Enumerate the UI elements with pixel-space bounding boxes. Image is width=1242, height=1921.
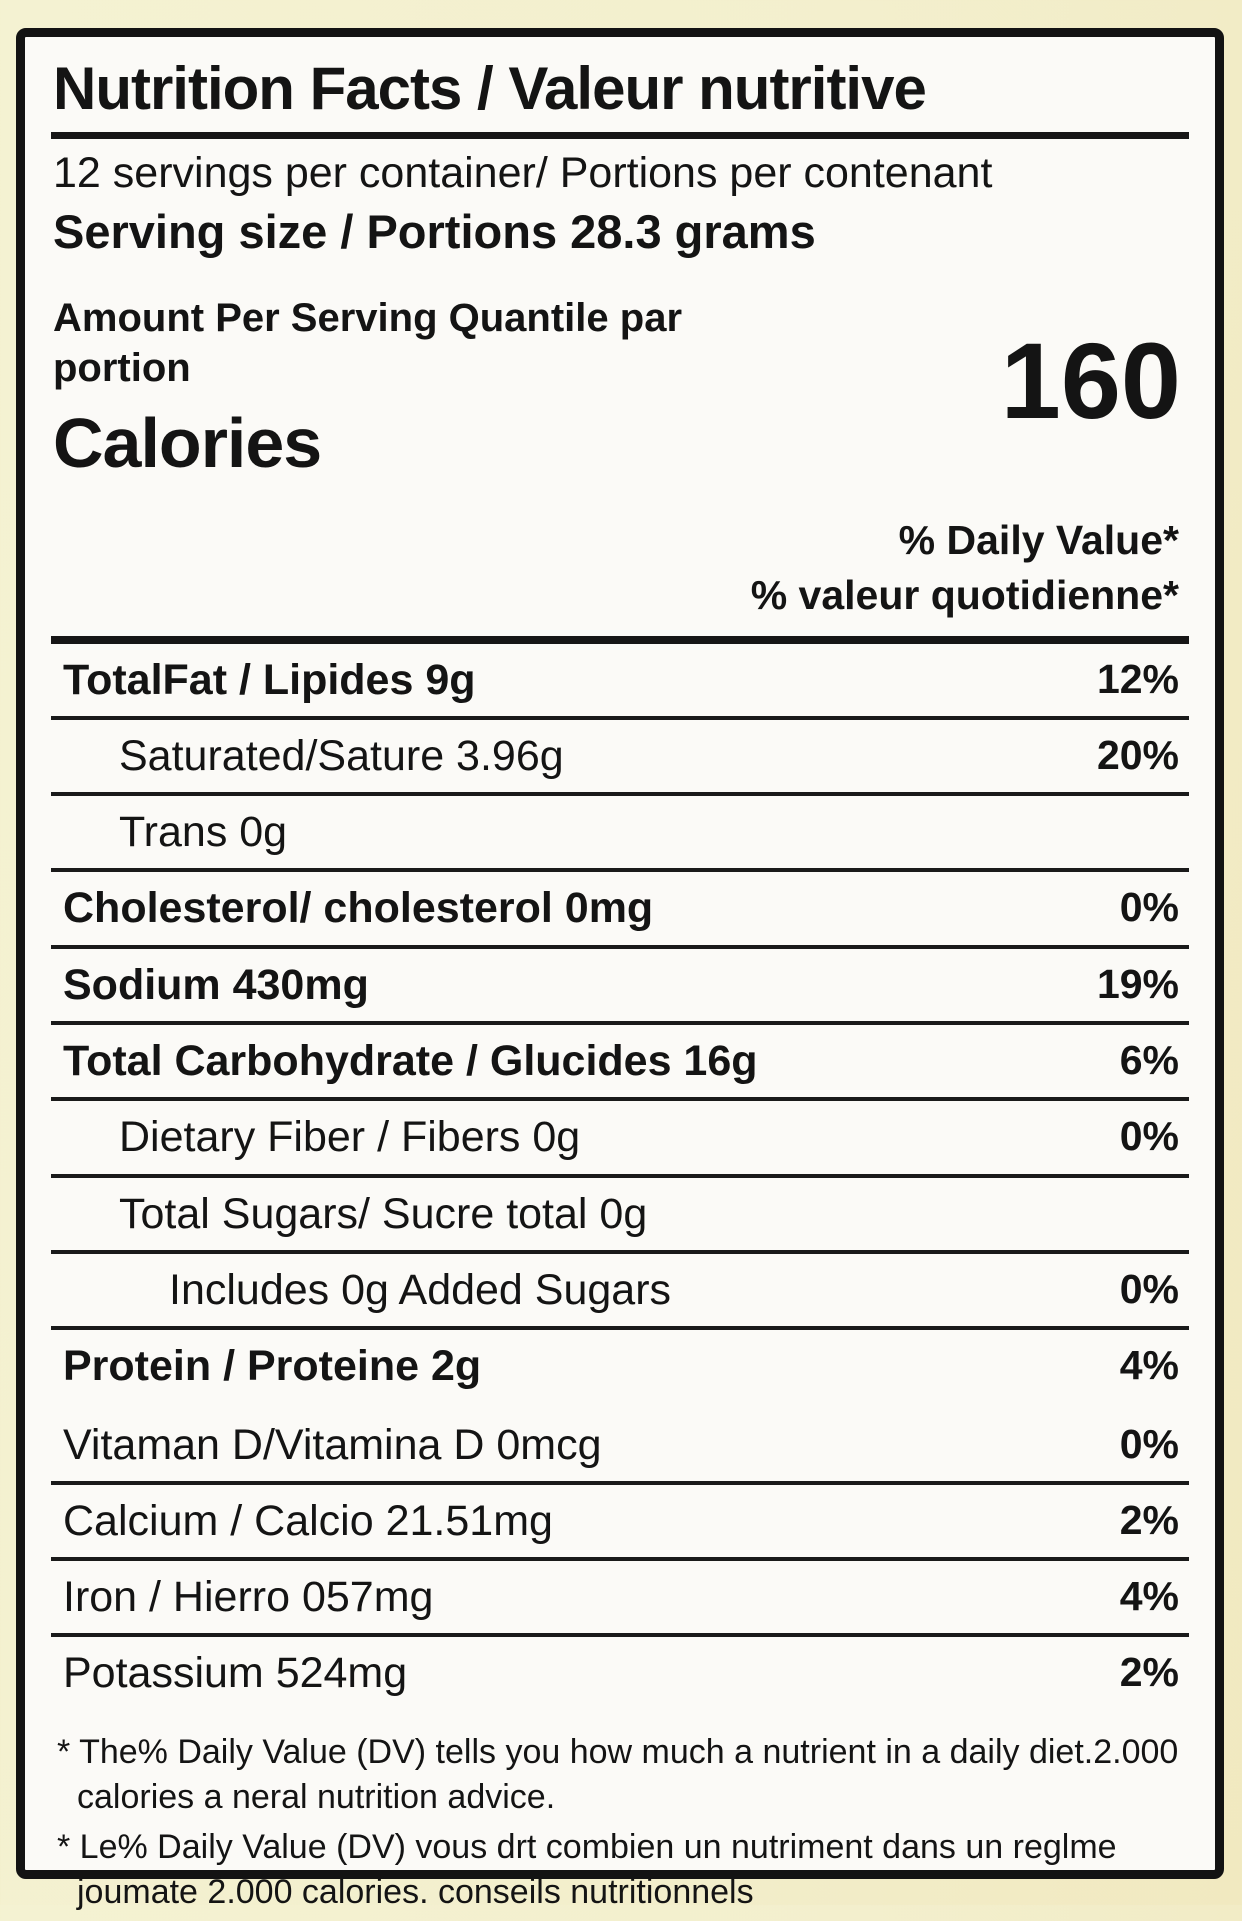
amount-per-serving: Amount Per Serving Quantile par portion — [53, 293, 793, 393]
daily-value-percent: 0% — [1120, 1267, 1189, 1312]
nutrient-row-added-sugars — [51, 1254, 1189, 1330]
daily-value-header-fr: % valeur quotidienne* — [51, 568, 1179, 623]
nutrient-row-sodium — [51, 949, 1189, 1025]
nutrient-row-trans-fat — [51, 796, 1189, 872]
nutrient-row-iron — [51, 1561, 1189, 1637]
footnote-en: * The% Daily Value (DV) tells you how much a nutrient in a daily diet.2.000 calories a neral nutrition advice. — [77, 1730, 1183, 1820]
daily-value-percent: 12% — [1097, 657, 1189, 702]
micronutrient-rows — [51, 1409, 1189, 1710]
footnote-fr: * Le% Daily Value (DV) vous drt combien un nutriment dans un reglme joumate 2.000 calories. conseils nutritionnels — [77, 1825, 1183, 1915]
nutrient-label: TotalFat / Lipides 9g — [51, 657, 476, 704]
daily-value-percent: 0% — [1120, 1422, 1189, 1467]
daily-value-percent: 6% — [1120, 1038, 1189, 1083]
nutrient-label: Iron / Hierro 057mg — [51, 1574, 433, 1621]
nutrient-row-carbohydrate — [51, 1025, 1189, 1101]
footnote — [51, 1716, 1189, 1921]
nutrient-row-dietary-fiber — [51, 1101, 1189, 1177]
nutrient-label: Protein / Proteine 2g — [51, 1343, 481, 1390]
daily-value-header-en: % Daily Value* — [51, 513, 1179, 568]
calories-block — [51, 285, 1189, 489]
nutrient-label: Vitaman D/Vitamina D 0mcg — [51, 1422, 602, 1469]
nutrient-label: Cholesterol/ cholesterol 0mg — [51, 885, 653, 932]
calories-label: Calories — [53, 403, 793, 483]
daily-value-percent: 4% — [1120, 1343, 1189, 1388]
serving-size: Serving size / Portions 28.3 grams — [51, 200, 1189, 271]
daily-value-percent: 2% — [1120, 1498, 1189, 1543]
nutrient-row-vitamin-d — [51, 1409, 1189, 1485]
nutrient-label: Includes 0g Added Sugars — [51, 1267, 671, 1314]
nutrient-row-saturated-fat — [51, 720, 1189, 796]
servings-per-container: 12 servings per container/ Portions per contenant — [51, 139, 1189, 200]
calories-left — [53, 293, 793, 483]
nutrition-label — [16, 28, 1224, 1879]
daily-value-header — [51, 499, 1189, 644]
label-title: Nutrition Facts / Valeur nutritive — [51, 51, 1189, 139]
daily-value-percent: 0% — [1120, 885, 1189, 930]
nutrient-label: Sodium 430mg — [51, 962, 369, 1009]
nutrient-label: Potassium 524mg — [51, 1650, 407, 1697]
nutrient-label: Dietary Fiber / Fibers 0g — [51, 1114, 580, 1161]
daily-value-percent: 0% — [1120, 1114, 1189, 1159]
nutrient-label: Total Sugars/ Sucre total 0g — [51, 1191, 647, 1238]
nutrient-label: Saturated/Sature 3.96g — [51, 733, 564, 780]
daily-value-percent: 19% — [1097, 962, 1189, 1007]
nutrient-row-total-sugars — [51, 1178, 1189, 1254]
daily-value-percent: 20% — [1097, 733, 1189, 778]
nutrient-rows — [51, 644, 1189, 1403]
nutrient-label: Calcium / Calcio 21.51mg — [51, 1498, 553, 1545]
nutrient-label: Trans 0g — [51, 809, 287, 856]
nutrient-row-total-fat — [51, 644, 1189, 720]
nutrient-row-potassium — [51, 1637, 1189, 1709]
nutrient-row-calcium — [51, 1485, 1189, 1561]
nutrient-row-protein — [51, 1330, 1189, 1402]
nutrient-row-cholesterol — [51, 872, 1189, 948]
nutrient-label: Total Carbohydrate / Glucides 16g — [51, 1038, 758, 1085]
calories-value: 160 — [1001, 327, 1187, 483]
daily-value-percent: 4% — [1120, 1574, 1189, 1619]
daily-value-percent: 2% — [1120, 1650, 1189, 1695]
